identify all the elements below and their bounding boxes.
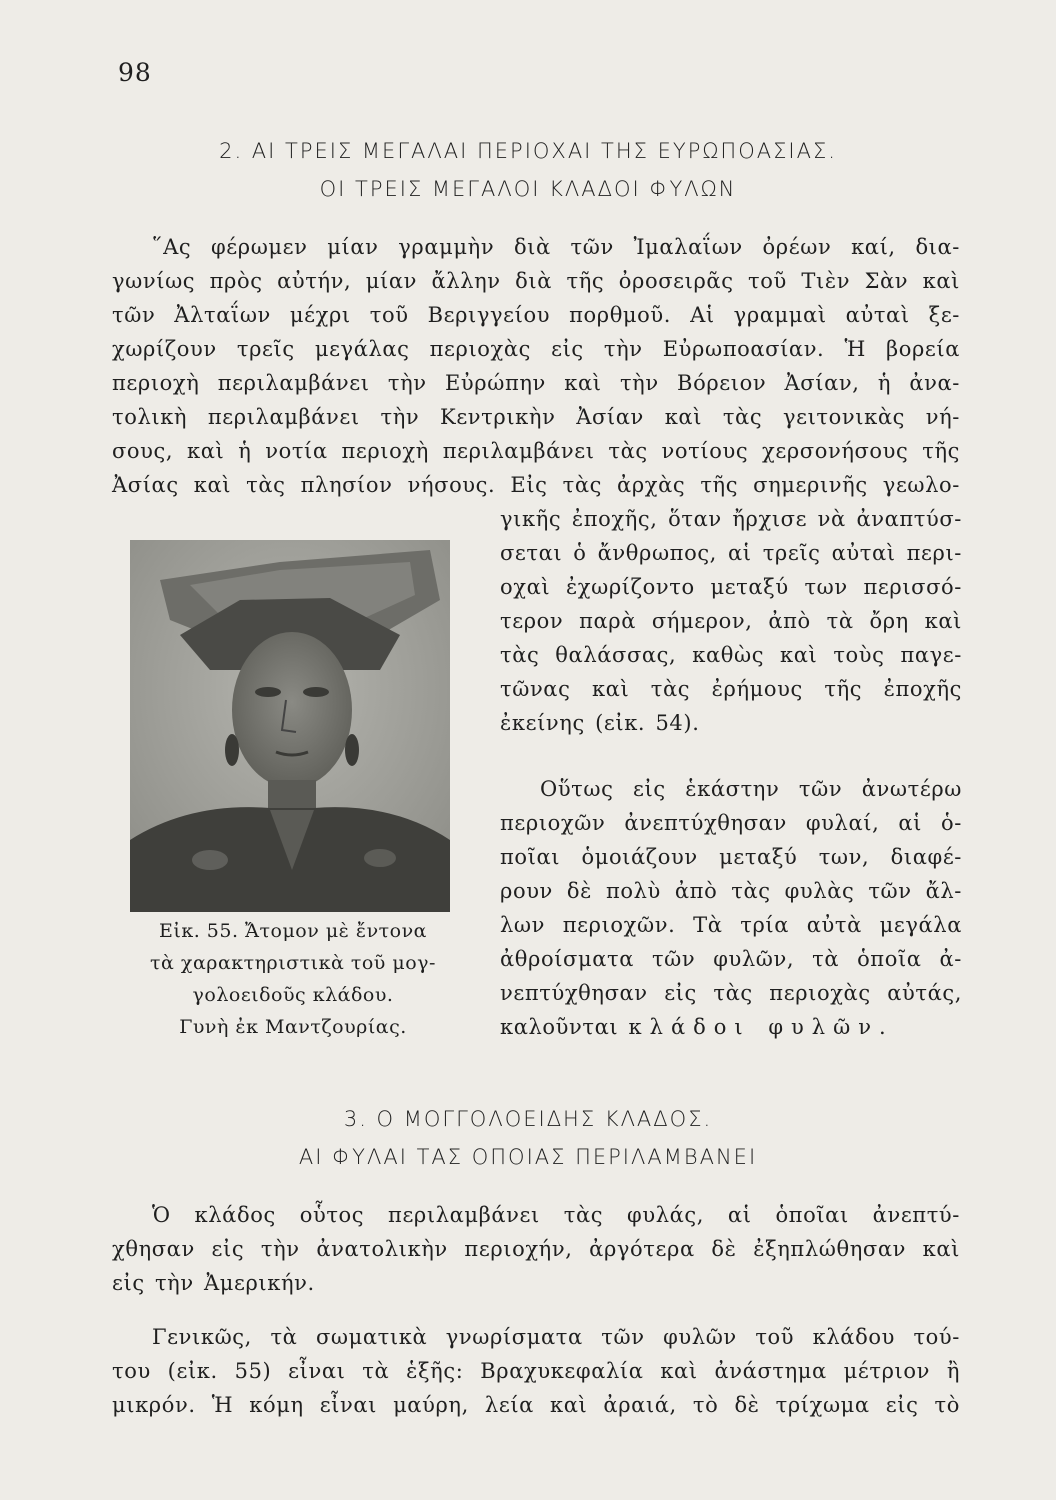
text-line: ρουν δὲ πολὺ ἀπὸ τὰς φυλὰς τῶν ἄλ- [500,879,962,903]
text-line: οχαὶ ἐχωρίζοντο μεταξύ των περισσό- [500,575,962,599]
text-line: τερον παρὰ σήμερον, ἀπὸ τὰ ὄρη καὶ [500,609,962,633]
portrait-photo-illustration [130,540,450,912]
text-line: ποῖαι ὁμοιάζουν μεταξύ των, διαφέ- [500,845,962,869]
text-line: τῶνας καὶ τὰς ἐρήμους τῆς ἐποχῆς [500,677,962,701]
text-line: ἐκείνης (εἰκ. 54). [500,711,700,735]
section-2-heading-line-2: ΟΙ ΤΡΕΙΣ ΜΕΓΑΛΟΙ ΚΛΑΔΟΙ ΦΥΛΩΝ [319,177,737,201]
text-line: Οὕτως εἰς ἑκάστην τῶν ἀνωτέρω [540,777,962,801]
text-fragment: καλοῦνται [500,1015,619,1039]
text-line: χωρίζουν τρεῖς μεγάλας περιοχὰς εἰς τὴν Εὐρωποασίαν. Ἡ βορεία [112,337,960,361]
figure-55-caption [126,915,460,1043]
text-line: τὰς θαλάσσας, καθὼς καὶ τοὺς παγε- [500,643,962,667]
text-line: ῞Ας φέρωμεν μίαν γραμμὴν διὰ τῶν Ἰμαλαΐων ὀρέων καί, δια- [152,235,960,259]
text-line: γωνίως πρὸς αὐτήν, μίαν ἄλλην διὰ τῆς ὀροσειρᾶς τοῦ Τιὲν Σὰν καὶ [112,269,960,293]
section-3-heading [0,1100,1056,1176]
section-2-heading [0,132,1056,208]
text-line: ἀθροίσματα τῶν φυλῶν, τὰ ὁποῖα ἀ- [500,947,962,971]
text-line: νεπτύχθησαν εἰς τὰς περιοχὰς αὐτάς, [500,981,962,1005]
section-3-paragraph-1 [112,1198,960,1300]
caption-line: γολοειδοῦς κλάδου. [192,984,394,1006]
caption-line: τὰ χαρακτηριστικὰ τοῦ μογ- [150,952,436,974]
section-2-paragraph-1 [112,230,960,502]
section-3-paragraph-2 [112,1320,960,1422]
section-3-heading-line-2: ΑΙ ΦΥΛΑΙ ΤΑΣ ΟΠΟΙΑΣ ΠΕΡΙΛΑΜΒΑΝΕΙ [298,1145,758,1169]
section-2-paragraph-1-continued [500,502,962,740]
caption-line: Εἰκ. 55. Ἄτομον μὲ ἔντονα [159,920,427,942]
text-line: τολικὴ περιλαμβάνει τὴν Κεντρικὴν Ἀσίαν καὶ τὰς γειτονικὰς νή- [112,405,960,429]
text-line: περιοχῶν ἀνεπτύχθησαν φυλαί, αἱ ὁ- [500,811,962,835]
caption-line: Γυνὴ ἐκ Μαντζουρίας. [179,1016,407,1038]
section-3-heading-line-1: 3. Ο ΜΟΓΓΟΛΟΕΙΔΗΣ ΚΛΑΔΟΣ. [343,1107,713,1131]
text-line: γικῆς ἐποχῆς, ὅταν ἤρχισε νὰ ἀναπτύσ- [500,507,962,531]
section-2-heading-line-1: 2. ΑΙ ΤΡΕΙΣ ΜΕΓΑΛΑΙ ΠΕΡΙΟΧΑΙ ΤΗΣ ΕΥΡΩΠΟΑΣΙΑΣ. [219,139,837,163]
figure-55 [130,540,450,912]
section-2-paragraph-2 [500,772,962,1044]
page-number: 98 [118,58,152,87]
text-line: χθησαν εἰς τὴν ἀνατολικὴν περιοχήν, ἀργότερα δὲ ἐξηπλώθησαν καὶ [112,1237,960,1261]
text-line: σους, καὶ ἡ νοτία περιοχὴ περιλαμβάνει τὰς νοτίους χερσονήσους τῆς [112,439,960,463]
text-line: περιοχὴ περιλαμβάνει τὴν Εὐρώπην καὶ τὴν Βόρειον Ἀσίαν, ἡ ἀνα- [112,371,960,395]
text-line: λων περιοχῶν. Τὰ τρία αὐτὰ μεγάλα [500,913,962,937]
text-line: Ὁ κλάδος οὗτος περιλαμβάνει τὰς φυλάς, αἱ ὁποῖαι ἀνεπτύ- [152,1203,960,1227]
text-line: τῶν Ἀλταΐων μέχρι τοῦ Βεριγγείου πορθμοῦ. Αἱ γραμμαὶ αὐταὶ ξε- [112,303,960,327]
text-line: του (εἰκ. 55) εἶναι τὰ ἑξῆς: Βραχυκεφαλία καὶ ἀνάστημα μέτριον ἢ [112,1359,960,1383]
text-line: εἰς τὴν Ἀμερικήν. [112,1271,315,1295]
text-line: Ἀσίας καὶ τὰς πλησίον νήσους. Εἰς τὰς ἀρχὰς τῆς σημερινῆς γεωλο- [112,473,960,497]
text-line: σεται ὁ ἄνθρωπος, αἱ τρεῖς αὐταὶ περι- [500,541,962,565]
spaced-term: κλάδοι φυλῶν. [628,1015,894,1039]
text-line: μικρόν. Ἡ κόμη εἶναι μαύρη, λεία καὶ ἀραιά, τὸ δὲ τρίχωμα εἰς τὸ [112,1393,960,1417]
text-line: Γενικῶς, τὰ σωματικὰ γνωρίσματα τῶν φυλῶν τοῦ κλάδου τού- [152,1325,960,1349]
portrait-photo [130,540,450,912]
text-line [500,1010,962,1044]
